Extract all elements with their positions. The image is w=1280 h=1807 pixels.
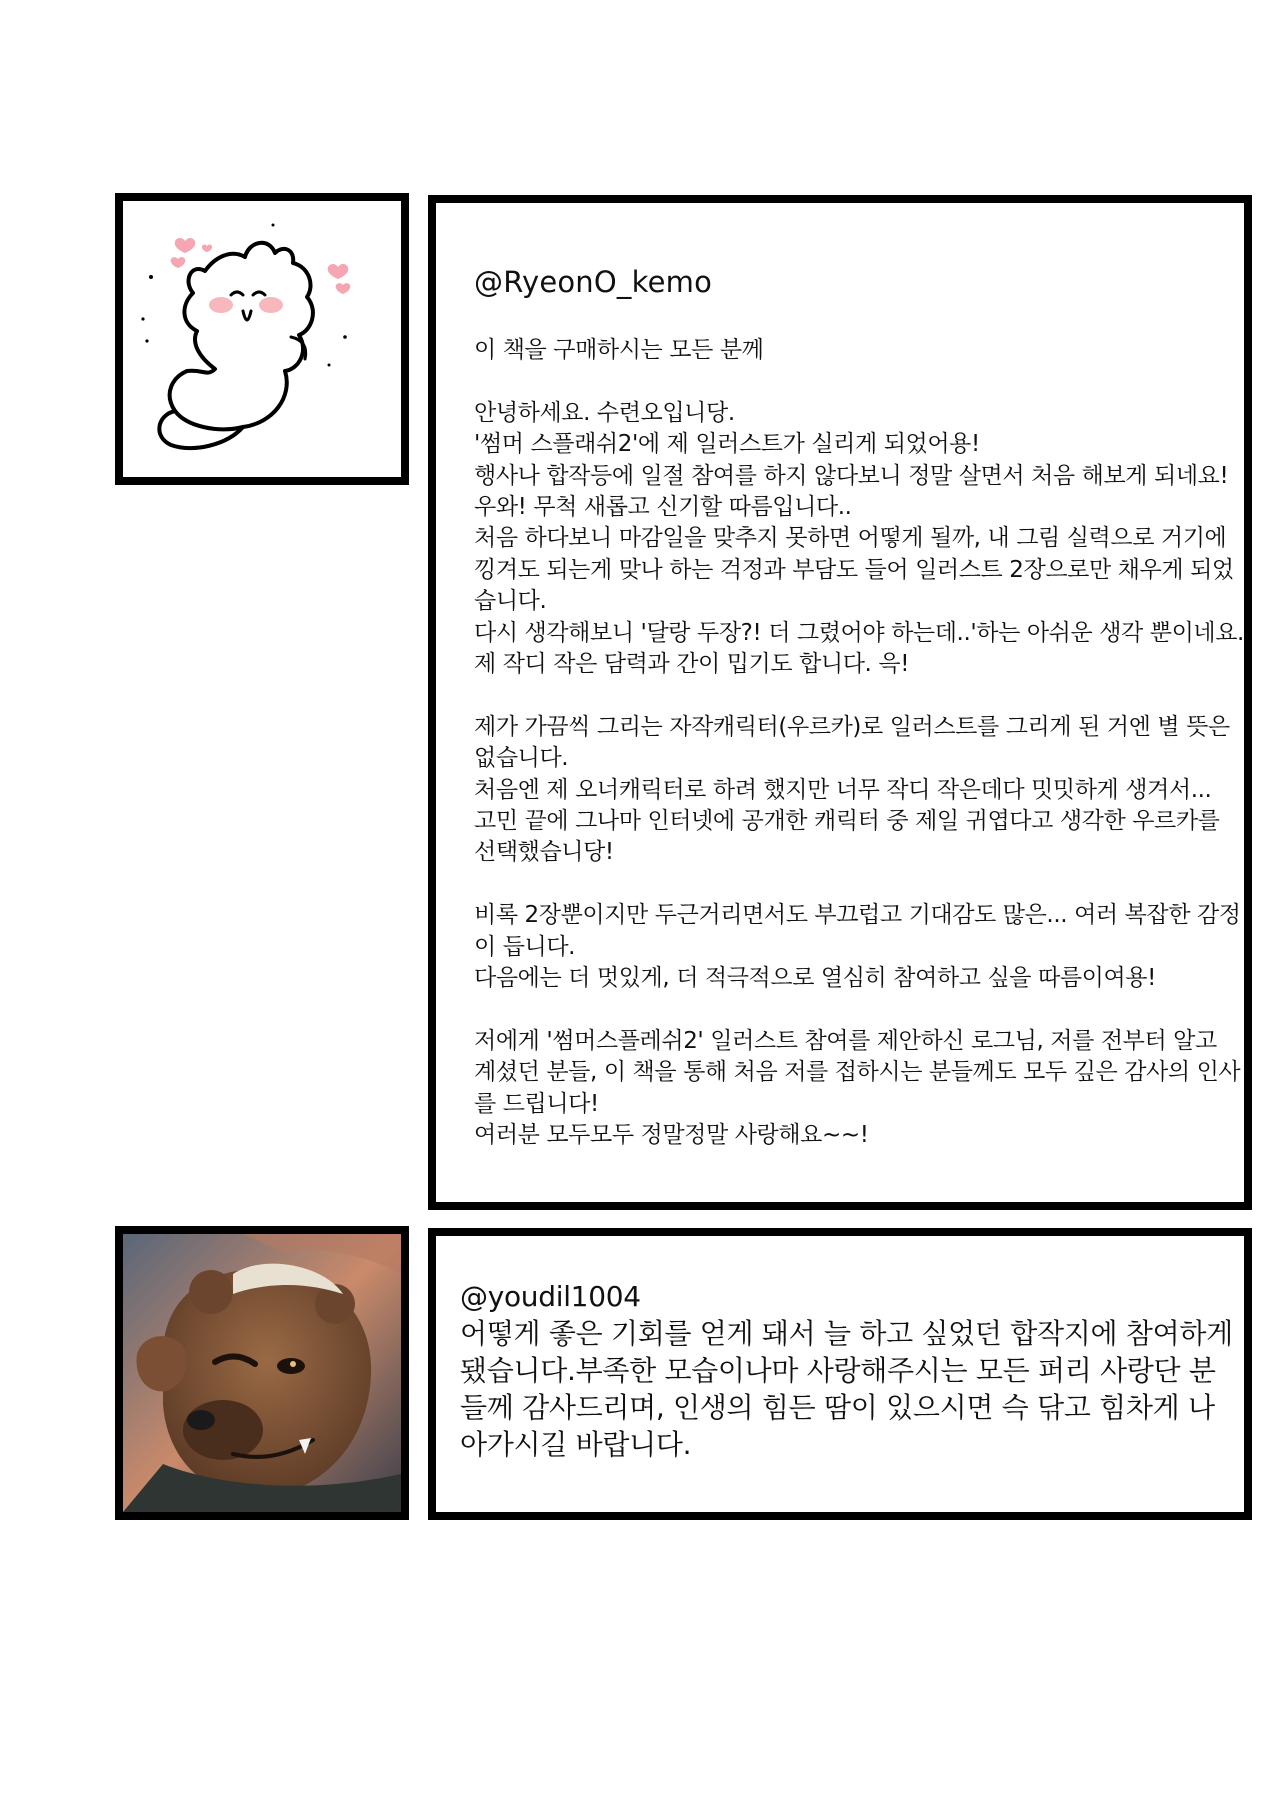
message-line: 제가 가끔씩 그리는 자작캐릭터(우르카)로 일러스트를 그리게 된 거엔 별 뜻은 없습니다. <box>474 713 1230 772</box>
message-line: 행사나 합작등에 일절 참여를 하지 않다보니 정말 살면서 처음 해보게 되네요! 우와! 무척 새롭고 신기할 따름입니다.. <box>474 462 1229 521</box>
message-line: 안녕하세요. 수련오입니당. <box>474 399 735 426</box>
message-line: '썸머 스플래쉬2'에 제 일러스트가 실리게 되었어용! <box>474 431 980 458</box>
cute-white-creature-icon <box>123 201 401 477</box>
message-body <box>460 1278 1240 1463</box>
author-handle: @youdil1004 <box>460 1280 641 1313</box>
paragraph-gap <box>474 994 1244 1025</box>
paragraph-gap <box>474 366 1244 397</box>
message-line: 비록 2장뿐이지만 두근거리면서도 부끄럽고 기대감도 많은... 여러 복잡한 감정이 듭니다. <box>474 902 1241 960</box>
paragraph-gap <box>474 869 1244 900</box>
avatar-panel-ryeono <box>115 193 409 485</box>
avatar-panel-youdil <box>115 1226 409 1520</box>
message-line: 고민 끝에 그나마 인터넷에 공개한 캐릭터 중 제일 귀엽다고 생각한 우르카를 선택했습니당! <box>474 808 1220 866</box>
message-line: 다시 생각해보니 '달랑 두장?! 더 그렸어야 하는데..'하는 아쉬운 생각 뿐이네요. 제 작디 작은 담력과 간이 밉기도 합니다. 윽! <box>474 619 1244 678</box>
author-handle: @RyeonO_kemo <box>474 265 713 299</box>
paragraph-gap <box>474 680 1244 711</box>
greeting-line: 이 책을 구매하시는 모든 분께 <box>474 337 764 363</box>
message-panel-ryeono <box>428 195 1252 1210</box>
message-line: 여러분 모두모두 정말정말 사랑해요~~! <box>474 1122 869 1149</box>
message-line: 처음엔 제 오너캐릭터로 하려 했지만 너무 작디 작은데다 밋밋하게 생겨서... <box>474 776 1212 803</box>
message-line: 처음 하다보니 마감일을 맞추지 못하면 어떻게 될까, 내 그림 실력으로 거기에 낑겨도 되는게 맞나 하는 걱정과 부담도 들어 일러스트 2장으로만 채우게 되었습니다. <box>474 525 1234 615</box>
message-line: 어떻게 좋은 기회를 얻게 돼서 늘 하고 싶었던 합작지에 참여하게 됐습니다.부족한 모습이나마 사랑해주시는 모든 퍼리 사랑단 분들께 감사드리며, 인생의 힘든 땀이 있으시면 슥 닦고 힘차게 나아가시길 바랍니다. <box>460 1317 1233 1461</box>
message-line: 다음에는 더 멋있게, 더 적극적으로 열심히 참여하고 싶을 따름이여용! <box>474 965 1156 992</box>
message-body <box>474 335 1244 1152</box>
message-line: 저에게 '썸머스플레쉬2' 일러스트 참여를 제안하신 로그님, 저를 전부터 알고 계셨던 분들, 이 책을 통해 처음 저를 접하시는 분들께도 모두 깊은 감사의 인사를 드립니다! <box>474 1027 1241 1117</box>
message-panel-youdil <box>428 1228 1252 1520</box>
brown-bear-character-icon <box>123 1234 401 1512</box>
